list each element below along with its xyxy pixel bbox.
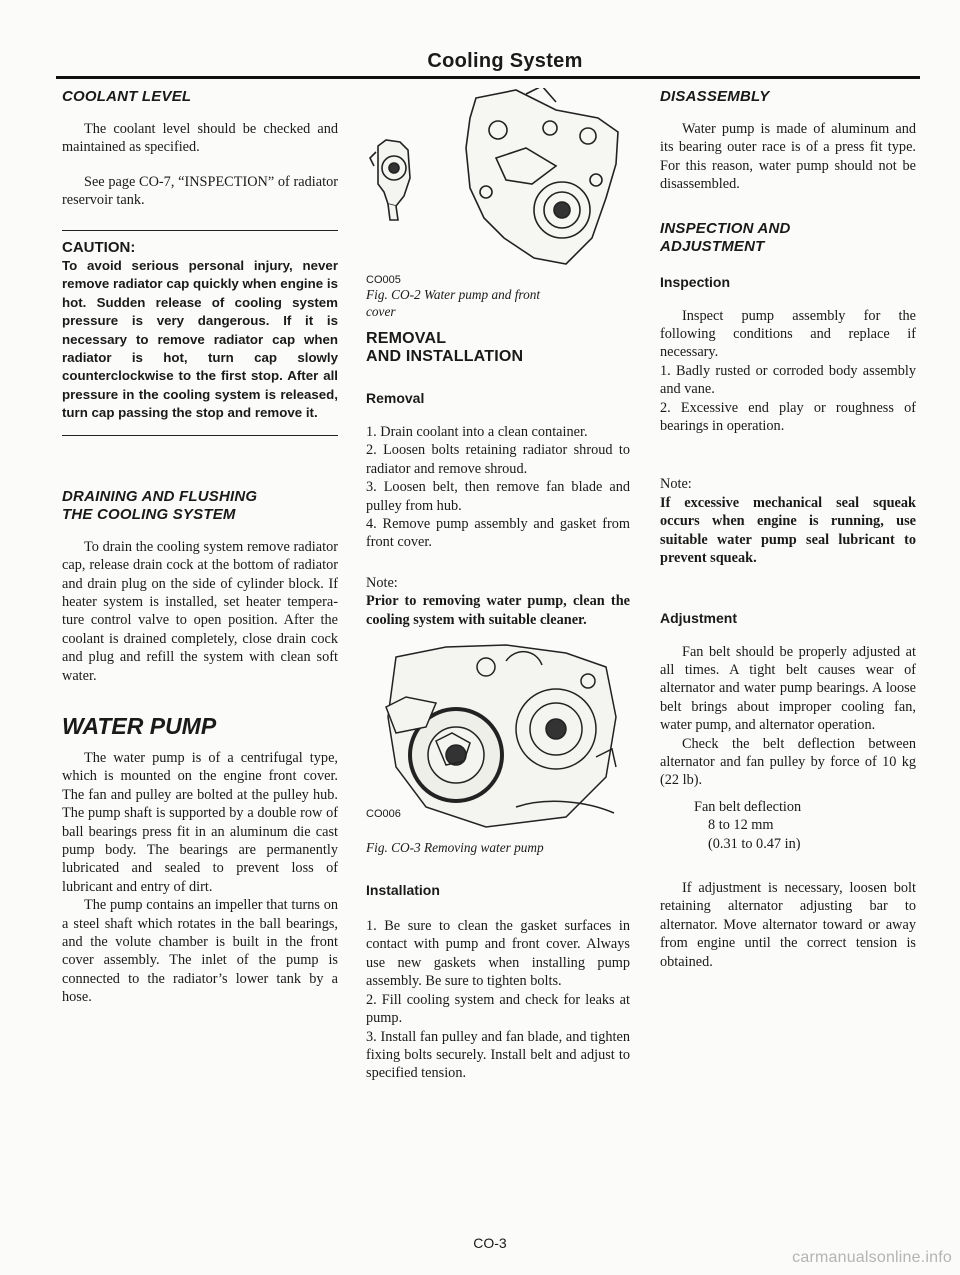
column-middle	[366, 88, 630, 1083]
installation-steps	[366, 917, 630, 1083]
inspection-item: 1. Badly rusted or corroded body assembly and vane.	[660, 362, 916, 398]
adjustment-subheading: Adjustment	[660, 609, 737, 626]
inspection-heading-line1: INSPECTION AND	[660, 219, 791, 237]
figure-co2-caption-line2: cover	[366, 304, 396, 319]
figure-co3-code: CO006	[366, 808, 401, 821]
figure-co2-code: CO005	[366, 274, 401, 286]
inspection-heading-line2: ADJUSTMENT	[660, 237, 765, 255]
removal-note-label: Note:	[366, 574, 398, 591]
belt-deflection-value-in: (0.31 to 0.47 in)	[708, 835, 801, 852]
removal-heading-line1: REMOVAL	[366, 330, 447, 347]
installation-step: 3. Install fan pulley and fan blade, and tighten fixing bolts securely. Install belt and adjust to specified tension.	[366, 1028, 630, 1082]
inspection-paragraph: Inspect pump assembly for the following conditions and replace if necessary.	[660, 307, 916, 361]
installation-step: 2. Fill cooling system and check for leaks at pump.	[366, 991, 630, 1027]
inspection-subheading: Inspection	[660, 273, 731, 290]
draining-heading-line2: THE COOLING SYSTEM	[62, 505, 236, 523]
water-pump-heading: WATER PUMP	[62, 712, 217, 739]
page-title: Cooling System	[427, 50, 583, 72]
removal-step: 4. Remove pump assembly and gasket from front cover.	[366, 516, 630, 551]
page-number: CO-3	[473, 1235, 507, 1251]
figure-co2-caption-line1: Fig. CO-2 Water pump and front	[366, 287, 541, 302]
water-pump-paragraph-2: The pump contains an impeller that turns on a steel shaft which rotates in the ball bearings, and the volute chamber is built in the front cover assembly. The inlet of the pump is connected to the radiator’s lower tank by a hose.	[62, 897, 338, 1006]
belt-deflection-label: Fan belt deflection	[694, 798, 802, 815]
column-right	[660, 88, 916, 971]
coolant-level-paragraph: The coolant level should be checked and maintained as specified.	[62, 121, 338, 156]
disassembly-paragraph: Water pump is made of aluminum and its bearing outer race is of a press fit type. For this reason, water pump should not be disassembled.	[660, 121, 916, 193]
caution-box	[62, 230, 338, 436]
belt-deflection-value-mm: 8 to 12 mm	[708, 817, 774, 834]
inspection-item: 2. Excessive end play or roughness of bearings in operation.	[660, 399, 916, 435]
installation-subheading: Installation	[366, 882, 440, 899]
coolant-level-heading: COOLANT LEVEL	[62, 88, 192, 105]
adjustment-paragraph-1: Fan belt should be properly adjusted at all times. A tight belt causes wear of alternator and water pump bearings. A loose belt brings about improper cooling fan, water pump, and alternator operation.	[660, 643, 916, 734]
removing-water-pump-illustration	[366, 637, 630, 833]
figure-co3	[366, 637, 630, 833]
removal-step: 2. Loosen bolts retaining radiator shroud to radiator and remove shroud.	[366, 442, 630, 477]
caution-text: To avoid serious personal injury, never remove radiator cap quickly when engine is hot. Sudden release of cooling system pressure is very dangerous. If it is necessary to remove radiator cap when radiator is hot, turn cap slowly counterclockwise to the first stop. After all pressure in the cooling system is released, turn cap passing the stop and remove it.	[62, 258, 338, 421]
removal-note-text: Prior to removing water pump, clean the cooling system with suitable cleaner.	[366, 593, 630, 628]
header-rule	[56, 76, 920, 79]
adjustment-paragraph-2: Check the belt deflection between alternator and fan pulley by force of 10 kg (22 lb).	[660, 735, 916, 789]
removal-heading-line2: AND INSTALLATION	[366, 348, 524, 365]
draining-paragraph: To drain the cooling system remove radiator cap, release drain cock at the bottom of radiator and drain plug on the side of cylinder block. If heater system is installed, set heater temperature control valve to open position. After the coolant is drained completely, close drain cock and plug and refill the system with clean soft water.	[62, 538, 338, 684]
inspection-note-label: Note:	[660, 476, 692, 493]
removal-step: 3. Loosen belt, then remove fan blade and pulley from hub.	[366, 479, 630, 514]
water-pump-paragraph-1: The water pump is of a centrifugal type, which is mounted on the engine front cover. The fan and pulley are bolted at the pulley hub. The pump shaft is supported by a double row of ball bearings press fit in an aluminum die cast pump body. The bearings are permanently lubricated and sealed to prevent loss of lubricant and entry of dirt.	[62, 749, 338, 895]
draining-heading-line1: DRAINING AND FLUSHING	[62, 487, 258, 505]
adjustment-paragraph-3: If adjustment is necessary, loosen bolt retaining alternator adjusting bar to alternator. Move alternator toward or away from engine until the correct tension is obtained.	[660, 879, 916, 970]
removal-step: 1. Drain coolant into a clean container.	[366, 424, 588, 440]
watermark: carmanualsonline.info	[792, 1249, 952, 1266]
removal-subheading: Removal	[366, 390, 425, 406]
caution-title: CAUTION:	[62, 238, 136, 256]
water-pump-and-cover-illustration	[366, 88, 630, 268]
column-left	[62, 88, 338, 1007]
removal-steps	[366, 423, 630, 552]
disassembly-heading: DISASSEMBLY	[660, 88, 770, 105]
figure-co3-caption: Fig. CO-3 Removing water pump	[366, 840, 544, 856]
coolant-level-reference: See page CO-7, “INSPECTION” of radiator reservoir tank.	[62, 173, 338, 209]
installation-step: 1. Be sure to clean the gasket surfaces in contact with pump and front cover. Always use new gaskets when installing pump assembly. Be sure to tighten bolts.	[366, 918, 630, 990]
figure-co2	[366, 88, 630, 286]
inspection-note-text: If excessive mechanical seal squeak occurs when engine is running, use suitable water pump seal lubricant to prevent squeak.	[660, 494, 916, 567]
